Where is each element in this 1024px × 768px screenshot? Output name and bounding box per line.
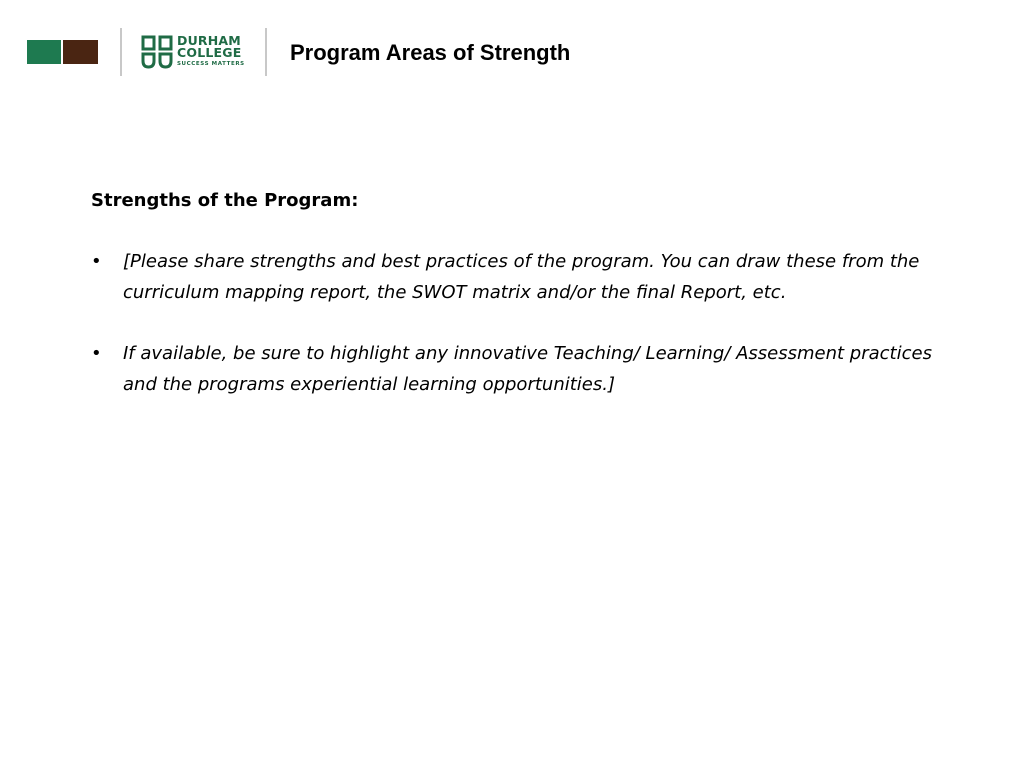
header-divider-right [265,28,267,76]
logo-tagline: SUCCESS MATTERS [177,61,245,67]
crest-icon [141,35,173,69]
brown-color-swatch [63,40,98,64]
durham-college-logo [141,33,251,73]
slide-body [91,186,941,431]
logo-name-line1: DURHAM [177,33,241,48]
list-item [91,247,941,308]
header-divider-left [120,28,122,76]
bullet-list [91,247,941,400]
green-color-swatch [27,40,61,64]
slide-title: Program Areas of Strength [290,40,571,65]
bullet-text: [Please share strengths and best practices of the program. You can draw these from the curriculum mapping report, the SWOT matrix and/or the final Report, etc. [123,251,920,303]
bullet-icon: • [91,251,102,272]
section-heading: Strengths of the Program: [91,190,359,211]
bullet-icon: • [91,343,102,364]
logo-name-line2: COLLEGE [177,45,242,60]
list-item [91,339,941,400]
slide-header [0,0,1024,100]
bullet-text: If available, be sure to highlight any innovative Teaching/ Learning/ Assessment practices and the programs experiential learning opportunities.] [123,343,932,395]
